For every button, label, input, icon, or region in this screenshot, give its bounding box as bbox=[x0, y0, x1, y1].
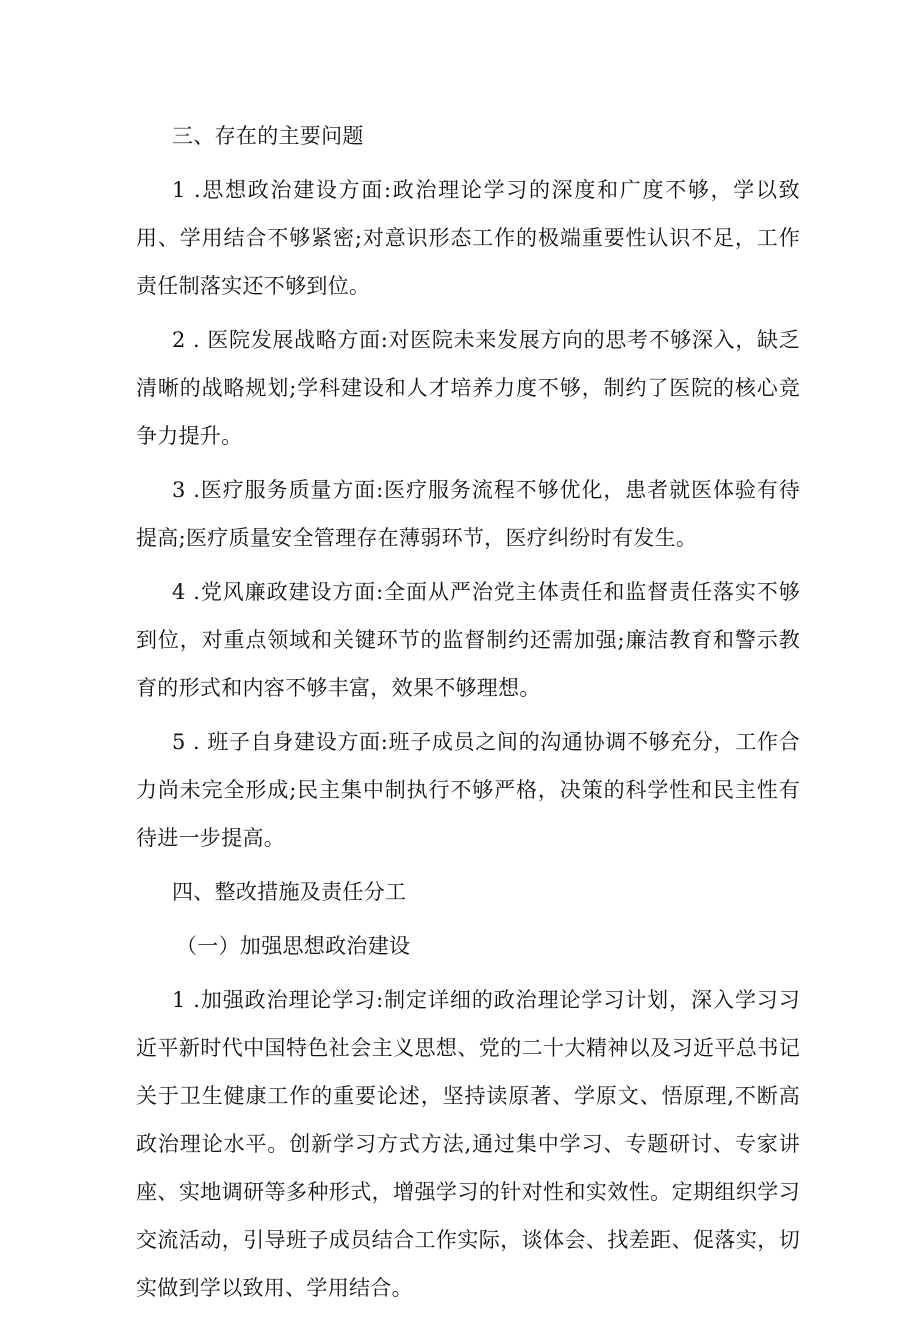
paragraph-measure-1: 1 .加强政治理论学习:制定详细的政治理论学习计划，深入学习习近平新时代中国特色社会主义思想、党的二十大精神以及习近平总书记关于卫生健康工作的重要论述，坚持读原著、学原文、悟原理,不断高政治理论水平。创新学习方式方法,通过集中学习、专题研讨、专家讲座、实地调研等多种形式，增强学习的针对性和实效性。定期组织学习交流活动，引导班子成员结合工作实际，谈体会、找差距、促落实，切实做到学以致用、学用结合。 bbox=[136, 988, 800, 1300]
document-body bbox=[136, 112, 800, 1318]
paragraph-problem-4: 4 .党风廉政建设方面:全面从严治党主体责任和监督责任落实不够到位，对重点领域和关键环节的监督制约还需加强;廉洁教育和警示教育的形式和内容不够丰富，效果不够理想。 bbox=[136, 580, 800, 700]
paragraph-problem-1: 1 .思想政治建设方面:政治理论学习的深度和广度不够，学以致用、学用结合不够紧密;对意识形态工作的极端重要性认识不足，工作责任制落实还不够到位。 bbox=[136, 178, 800, 298]
section-heading-problems: 三、存在的主要问题 bbox=[172, 124, 364, 148]
section-heading-measures: 四、整改措施及责任分工 bbox=[172, 880, 407, 904]
paragraph-problem-5: 5 . 班子自身建设方面:班子成员之间的沟通协调不够充分，工作合力尚未完全形成;民主集中制执行不够严格，决策的科学性和民主性有待进一步提高。 bbox=[136, 730, 800, 850]
subsection-heading-political: （一）加强思想政治建设 bbox=[176, 934, 411, 958]
paragraph-problem-2: 2 . 医院发展战略方面:对医院未来发展方向的思考不够深入，缺乏清晰的战略规划;学科建设和人才培养力度不够，制约了医院的核心竞争力提升。 bbox=[136, 328, 800, 448]
paragraph-problem-3: 3 .医疗服务质量方面:医疗服务流程不够优化，患者就医体验有待提高;医疗质量安全管理存在薄弱环节，医疗纠纷时有发生。 bbox=[136, 478, 800, 550]
